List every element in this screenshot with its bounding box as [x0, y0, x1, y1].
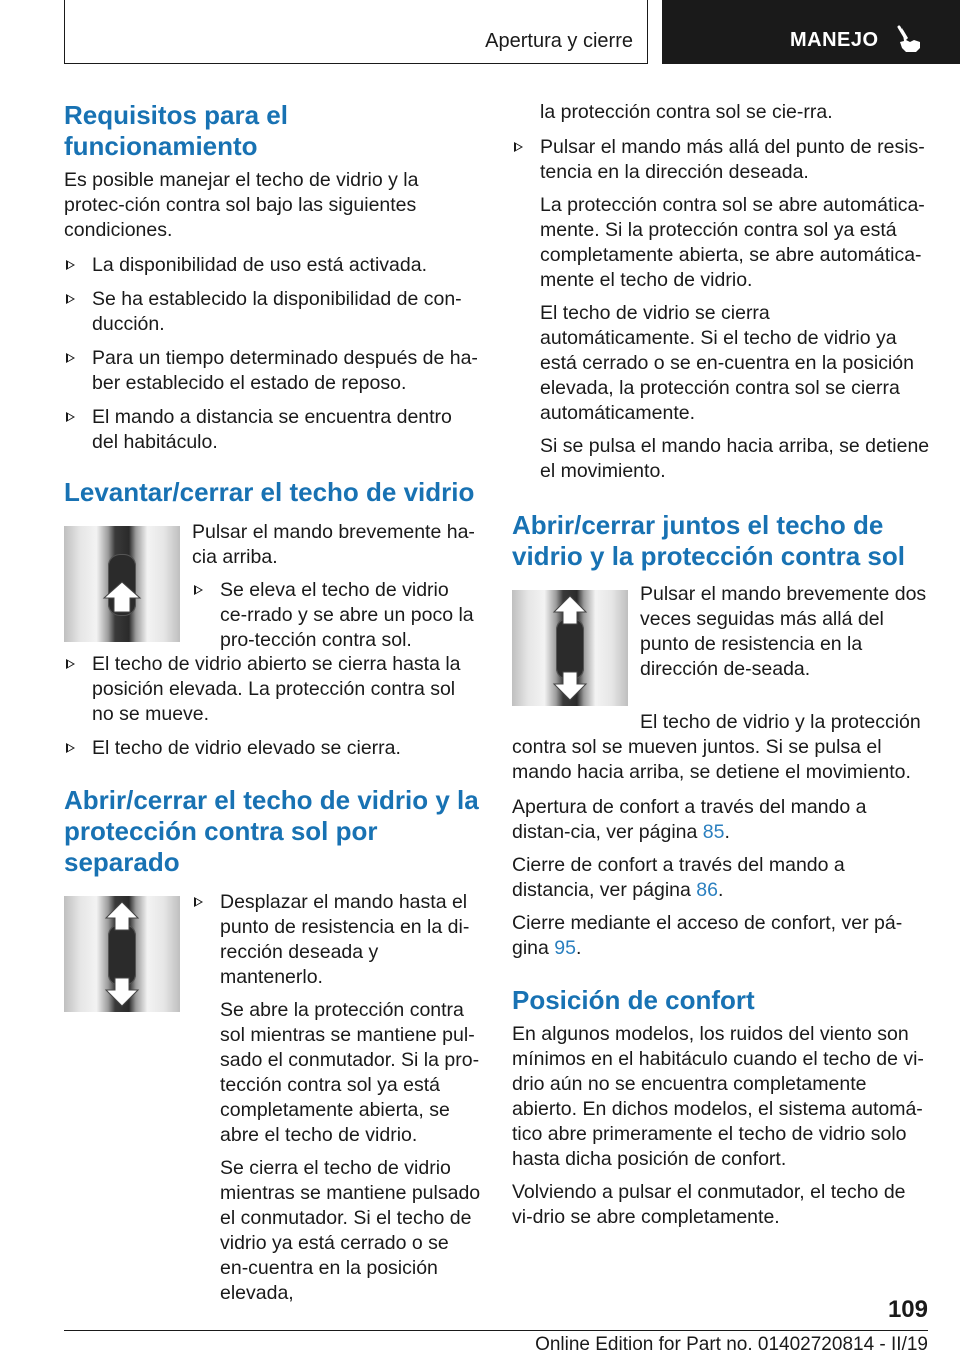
arrows-updown-icon: [104, 900, 140, 1008]
right-column: [512, 100, 930, 1230]
list-item: Desplazar el mando hasta el punto de resistencia en la di-rección deseada y mantenerlo.: [192, 890, 482, 990]
list-item: La disponibilidad de uso está activada.: [64, 253, 480, 278]
heading-comfort-position: Posición de confort: [512, 985, 755, 1015]
bullet-triangle-icon: [66, 294, 75, 304]
switch-up-illustration: [64, 526, 180, 642]
conditions-list: [64, 253, 480, 455]
arrows-updown-icon: [552, 594, 588, 702]
lift-text: Pulsar el mando brevemente ha-cia arriba.: [192, 521, 475, 568]
bullet-triangle-icon: [66, 659, 75, 669]
page-link-95[interactable]: 95: [554, 937, 576, 959]
heading-lift-close: Levantar/cerrar el techo de vidrio: [64, 477, 475, 507]
list-item: El techo de vidrio abierto se cierra hasta la posición elevada. La protección contra sol no se mueve.: [64, 652, 480, 727]
heading-joint: Abrir/cerrar juntos el techo de vidrio y la protección contra sol: [512, 510, 905, 571]
switch-double-illustration: [512, 590, 628, 706]
comfort-ref-3: Cierre mediante el acceso de confort, ver pá-gina 95.: [512, 912, 903, 959]
joint-text: Pulsar el mando brevemente dos veces seguidas más allá del punto de resistencia en la dirección de-seada.: [640, 583, 927, 680]
header-chapter-tab[interactable]: [662, 0, 960, 64]
joint-block: [512, 583, 930, 710]
right-paragraph-2: El techo de vidrio se cierra automáticamente. Si el techo de vidrio ya está cerrado o se en-cuentra en la posición elevada, la protección contra sol se cierra automáticamente.: [540, 302, 914, 424]
comfort-ref-1: Apertura de confort a través del mando a distan-cia, ver página 85.: [512, 796, 867, 843]
arrow-up-icon: [102, 580, 142, 614]
bullet-triangle-icon: [194, 897, 203, 907]
bullet-triangle-icon: [66, 260, 75, 270]
comfort-ref-2: Cierre de confort a través del mando a distancia, ver página 86.: [512, 854, 845, 901]
edition-text: Online Edition for Part no. 01402720814 - II/19: [535, 1334, 928, 1355]
right-paragraph-1: La protección contra sol se abre automática-mente. Si la protección contra sol ya está completamente abierta, se abre automática-mente el techo de vidrio.: [540, 194, 925, 291]
bullet-triangle-icon: [66, 743, 75, 753]
bullet-triangle-icon: [514, 142, 523, 152]
separate-block: [64, 890, 481, 1304]
separate-paragraph-1: Se abre la protección contra sol mientras se mantiene pul-sado el conmutador. Si la pro-tección contra sol ya está completamente abierta, se abre el techo de vidrio.: [220, 999, 480, 1146]
hand-pointer-icon: [896, 24, 924, 54]
footer-divider: [64, 1330, 928, 1331]
requirements-intro: Es posible manejar el techo de vidrio y la protec-ción contra sol bajo las siguientes condiciones.: [64, 169, 419, 241]
section-title: Apertura y cierre: [485, 30, 633, 52]
comfort-position-paragraph-2: Volviendo a pulsar el conmutador, el techo de vi-drio se abre completamente.: [512, 1181, 906, 1228]
right-paragraph-3: Si se pulsa el mando hacia arriba, se detiene el movimiento.: [540, 435, 930, 482]
list-item: El mando a distancia se encuentra dentro del habitáculo.: [64, 405, 480, 455]
chapter-title: MANEJO: [790, 29, 879, 51]
joint-paragraph: El techo de vidrio y la protección contra sol se mueven juntos. Si se pulsa el mando hacia arriba, se detiene el movimiento.: [512, 711, 921, 783]
page-link-86[interactable]: 86: [696, 879, 718, 901]
heading-requirements: Requisitos para el funcionamiento: [64, 100, 288, 161]
left-column: [64, 100, 481, 1304]
list-item: Pulsar el mando más allá del punto de resis-tencia en la dirección deseada.: [512, 135, 930, 185]
list-item: Se eleva el techo de vidrio ce-rrado y se abre un poco la pro-tección contra sol.: [192, 578, 480, 653]
switch-updown-illustration: [64, 896, 180, 1012]
lift-block: [64, 520, 480, 651]
page-link-85[interactable]: 85: [702, 821, 725, 843]
bullet-triangle-icon: [66, 412, 75, 422]
bullet-triangle-icon: [66, 353, 75, 363]
list-item: Para un tiempo determinado después de ha-ber establecido el estado de reposo.: [64, 346, 480, 396]
page-number: 109: [887, 1296, 928, 1323]
list-item: Se ha establecido la disponibilidad de con-ducción.: [64, 287, 480, 337]
header-section-box: [64, 0, 648, 64]
separate-paragraph-2: Se cierra el techo de vidrio mientras se mantiene pulsado el conmutador. Si el techo de vidrio ya está cerrado o se en-cuentra en la posición elevada,: [220, 1157, 481, 1304]
continued-text: la protección contra sol se cie-rra.: [540, 101, 833, 123]
heading-separate: Abrir/cerrar el techo de vidrio y la protección contra sol por separado: [64, 785, 479, 877]
comfort-position-paragraph-1: En algunos modelos, los ruidos del viento son mínimos en el habitáculo cuando el techo de vi-drio aún no se encuentra completamente abierto. En dichos modelos, el sistema automá-tico abre primeramente el techo de vidrio solo hasta dicha posición de confort.: [512, 1023, 924, 1170]
bullet-triangle-icon: [194, 585, 203, 595]
list-item: El techo de vidrio elevado se cierra.: [64, 736, 480, 761]
